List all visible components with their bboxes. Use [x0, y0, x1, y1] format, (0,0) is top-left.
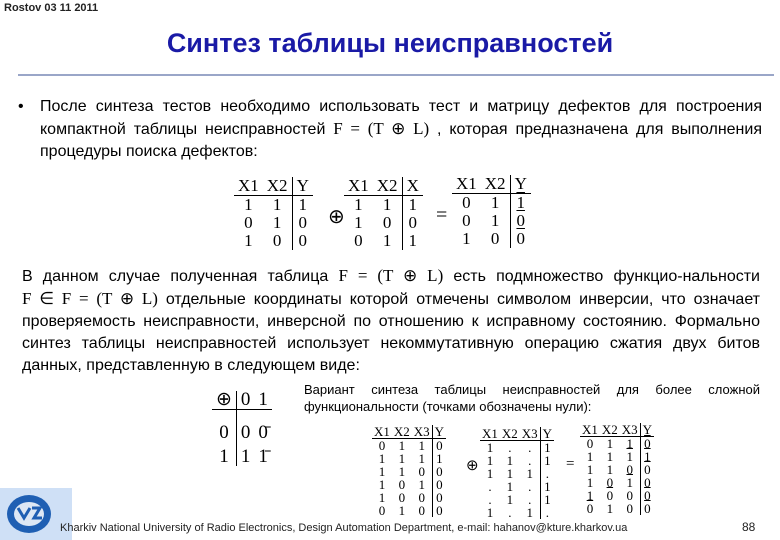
equals-operator-small: = [566, 456, 575, 472]
slide-title: Синтез таблицы неисправностей [166, 28, 614, 58]
header-date: Rostov 03 11 2011 [4, 2, 99, 14]
table-top-2: X1 X2 X 1 1 1 1 0 0 0 1 1 [344, 177, 423, 250]
xor-op-table: ⊕ 0 1 0 0 0̄ 1 1 1̄ [212, 391, 272, 466]
small-table-2: X1 X2 X3 Y 1 . . 1 1 1 . 1 1 1 1 . . 1 . 1 . 1 . 1 1 . 1 . [482, 426, 553, 520]
bullet: • [18, 98, 24, 115]
table-top-1: X1 X2 Y 1 1 1 0 1 0 1 0 0 [234, 177, 313, 250]
xor-operator: ⊕ [328, 206, 345, 228]
paragraph-2: В данном случае полученная таблица F = (T ⊕ L) есть подмножество функцио-нальности F ∈ F = (T ⊕ L) отдельные координаты которой отмечены символом инверсии, что означает проверяемость неисправности, инверсной по отношению к исправному состоянию. Формально синтез таблицы неисправностей использует некоммутативную операцию сжатия двух битов данных, представленную в следующем виде: [22, 266, 761, 374]
page-number: 88 [742, 520, 756, 534]
formula-f-3: F ∈ F = (T ⊕ L) [22, 289, 158, 308]
title-rule [18, 74, 774, 76]
footer-text: Kharkiv National University of Radio Electronics, Design Automation Department, e-mail: hahanov@kture.kharkov.ua [60, 522, 628, 534]
equals-operator: = [436, 204, 448, 226]
note-text: Вариант синтеза таблицы неисправностей для более сложной функциональности (точками обозначены нули): [304, 382, 760, 414]
table-top-3: X1 X2 Y 0 1 1 0 1 0 1 0 0 [452, 175, 531, 248]
university-logo-icon [4, 492, 54, 536]
paragraph-1 [18, 96, 762, 163]
paragraph-1-text: После синтеза тестов необходимо использовать тест и матрицу дефектов для построения компактной таблицы неисправностей F = (T ⊕ L) , которая предназначена для выполнения процедуры поиска дефектов: [40, 98, 762, 160]
formula-f-2: F = (T ⊕ L) [338, 266, 444, 285]
small-table-3: X1 X2 X3 Y 0 1 1 0 1 1 1 1 1 1 0 0 1 0 1 0 1 0 0 0 0 1 0 0 [582, 422, 653, 516]
small-table-1: X1 X2 X3 Y 0 1 1 0 1 1 1 1 1 1 0 0 1 0 1 0 1 0 0 0 0 1 0 0 [374, 424, 445, 518]
xor-operator-small: ⊕ [466, 458, 479, 474]
formula-f: F = (T ⊕ L) [333, 119, 430, 138]
